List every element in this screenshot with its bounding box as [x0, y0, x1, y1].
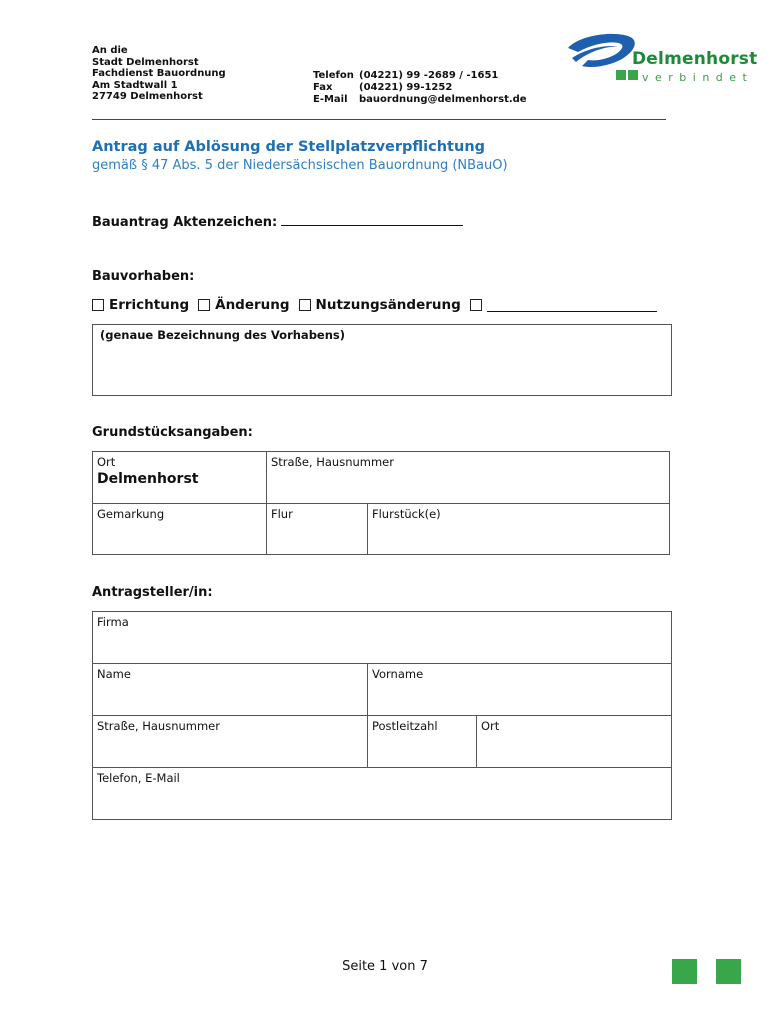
address-line: Am Stadtwall 1: [92, 79, 178, 91]
bauvorhaben-heading: Bauvorhaben:: [92, 269, 195, 284]
grundstueck-strasse-label: Straße, Hausnummer: [271, 455, 394, 469]
vorhaben-description-label: (genaue Bezeichnung des Vorhabens): [100, 328, 346, 342]
flurstueck-label: Flurstück(e): [372, 507, 441, 521]
aktenzeichen-label: Bauantrag Aktenzeichen:: [92, 215, 278, 230]
recipient-address: [92, 45, 226, 103]
grundstueck-heading: Grundstücksangaben:: [92, 425, 253, 440]
name-field[interactable]: [92, 663, 368, 716]
logo-name: Delmenhorst: [632, 49, 758, 69]
antragsteller-heading: Antragsteller/in:: [92, 585, 213, 600]
fax-label: Fax: [313, 82, 333, 93]
other-field[interactable]: [487, 299, 657, 312]
vorname-field[interactable]: [367, 663, 672, 716]
page-number: Seite 1 von 7: [342, 959, 428, 974]
checkbox[interactable]: [198, 299, 210, 311]
email-label: E-Mail: [313, 94, 348, 105]
option-other[interactable]: [470, 299, 657, 312]
logo-tagline: verbindet: [642, 71, 754, 84]
grundstueck-strasse-field[interactable]: [266, 451, 670, 504]
brand-square-icon: [716, 959, 741, 984]
checkbox[interactable]: [92, 299, 104, 311]
header-divider: [92, 119, 666, 120]
brand-square-icon: [672, 959, 697, 984]
kontakt-field[interactable]: [92, 767, 672, 820]
option-nutzungsaenderung[interactable]: [299, 297, 461, 313]
contact-block: [313, 70, 527, 106]
postleitzahl-label: Postleitzahl: [372, 719, 438, 733]
gemarkung-label: Gemarkung: [97, 507, 165, 521]
firma-label: Firma: [97, 615, 129, 629]
antragsteller-ort-field[interactable]: [476, 715, 672, 768]
page-subtitle: gemäß § 47 Abs. 5 der Niedersächsischen Bauordnung (NBauO): [92, 158, 508, 173]
flurstueck-field[interactable]: [367, 503, 670, 555]
address-line: Fachdienst Bauordnung: [92, 68, 226, 79]
page-title: Antrag auf Ablösung der Stellplatzverpflichtung: [92, 139, 486, 155]
option-errichtung[interactable]: [92, 297, 189, 313]
address-line: Stadt Delmenhorst: [92, 56, 199, 68]
option-label: Änderung: [215, 297, 290, 313]
name-label: Name: [97, 667, 131, 681]
address-line: An die: [92, 45, 128, 56]
fax-value: (04221) 99-1252: [359, 82, 453, 93]
checkbox[interactable]: [299, 299, 311, 311]
kontakt-label: Telefon, E-Mail: [97, 771, 180, 785]
phone-label: Telefon: [313, 70, 354, 81]
option-aenderung[interactable]: [198, 297, 289, 313]
flur-label: Flur: [271, 507, 293, 521]
aktenzeichen-row: [92, 213, 463, 230]
ort-label: Ort: [97, 455, 116, 469]
antragsteller-strasse-field[interactable]: [92, 715, 368, 768]
gemarkung-field[interactable]: [92, 503, 267, 555]
vorhaben-description-field[interactable]: [92, 324, 672, 396]
antragsteller-ort-label: Ort: [481, 719, 500, 733]
option-label: Errichtung: [109, 297, 190, 313]
vorname-label: Vorname: [372, 667, 424, 681]
postleitzahl-field[interactable]: [367, 715, 477, 768]
email-value: bauordnung@delmenhorst.de: [359, 94, 527, 105]
ort-value: Delmenhorst: [97, 471, 199, 487]
aktenzeichen-field[interactable]: [281, 213, 463, 226]
antragsteller-strasse-label: Straße, Hausnummer: [97, 719, 220, 733]
flur-field[interactable]: [266, 503, 368, 555]
bauvorhaben-options: [92, 297, 657, 313]
address-line: 27749 Delmenhorst: [92, 91, 203, 102]
firma-field[interactable]: [92, 611, 672, 664]
phone-value: (04221) 99 -2689 / -1651: [359, 70, 499, 81]
option-label: Nutzungsänderung: [315, 297, 461, 313]
ort-field[interactable]: [92, 451, 267, 504]
checkbox[interactable]: [470, 299, 482, 311]
